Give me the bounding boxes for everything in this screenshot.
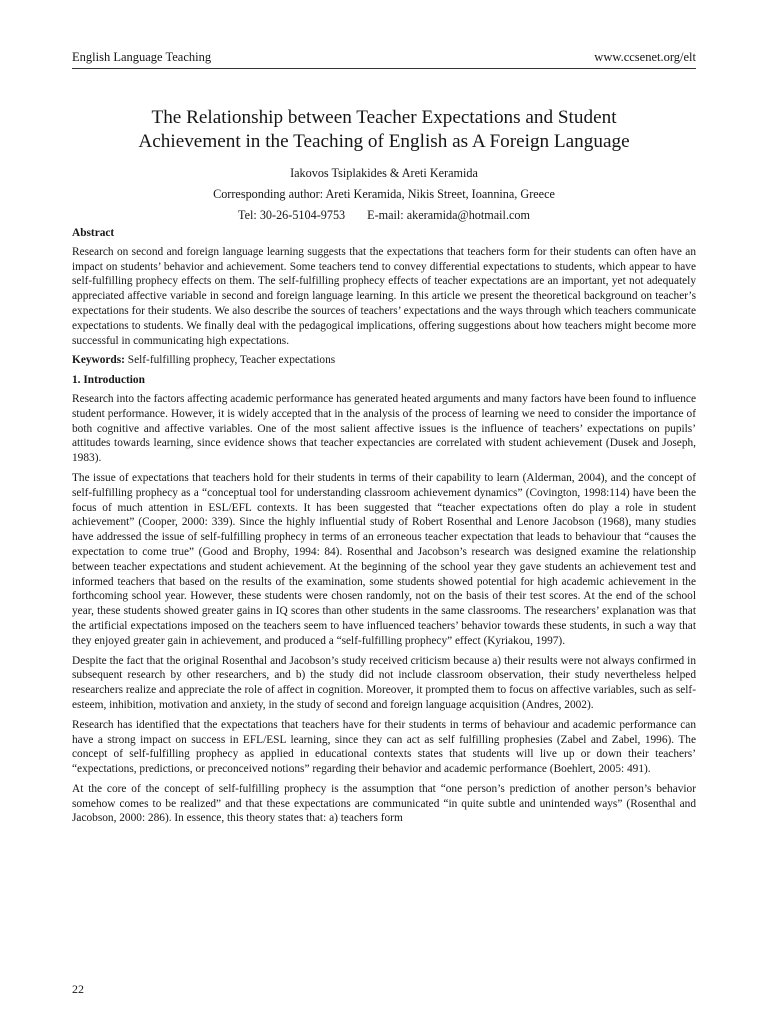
journal-url[interactable]: www.ccsenet.org/elt bbox=[594, 50, 696, 64]
introduction-heading: 1. Introduction bbox=[72, 374, 145, 387]
running-header bbox=[72, 50, 696, 66]
keywords-label: Keywords: bbox=[72, 354, 125, 367]
title-line-1: The Relationship between Teacher Expectations and Student bbox=[151, 107, 617, 128]
article-body bbox=[72, 226, 696, 831]
telephone: Tel: 30-26-5104-9753 bbox=[238, 208, 346, 222]
page-number: 22 bbox=[72, 982, 84, 996]
corresponding-author: Corresponding author: Areti Keramida, Nikis Street, Ioannina, Greece bbox=[213, 187, 555, 201]
intro-paragraph-4: Research has identified that the expectations that teachers have for their students in terms of behaviour and academic performance can have a strong impact on success in EFL/ESL learning, since they can act as self fulfilling prophesies (Zabel and Zabel, 1996). The concept of self-fulfilling prophecy as applied in educational contexts states that students will live up or down their teachers’ “expectations, predictions, or preconceived notions” regarding their behavior and academic performance (Boehlert, 2005: 491). bbox=[72, 718, 696, 776]
intro-paragraph-2: The issue of expectations that teachers hold for their students in terms of their capability to learn (Alderman, 2004), and the concept of self-fulfilling prophecy as a “conceptual tool for understanding classroom achievement dynamics” (Covington, 1998:114) have been the focus of much attention in ESL/EFL contexts. It has been suggested that “teacher expectations often do play a role in student achievement” (Cooper, 2000: 339). Since the highly influential study of Robert Rosenthal and Lenore Jacobson (1968), many studies have addressed the issue of self-fulfilling prophecy in terms of an erroneous teacher expectation that leads to behaviour that “causes the expectation to come true” (Good and Brophy, 1994: 84). Rosenthal and Jacobson’s research was designed examine the relationship between teacher expectations and student achievement. At the beginning of the school year they gave students an achievement test and informed teachers that based on the results of the examination, some students showed potential for high academic achievement in the forthcoming school year. However, these students were chosen randomly, not on the basis of their test scores. At the end of the school year, these students showed greater gains in IQ scores than other students in the same classrooms. The researchers’ explanation was that the artificial expectations imposed on the teachers seem to have influenced teachers’ behavior towards these students, in such a way that they enjoyed greater gain in achievement, and produced a “self-fulfilling prophecy” effect (Kyriakou, 1997). bbox=[72, 471, 696, 647]
email-address[interactable]: E-mail: akeramida@hotmail.com bbox=[367, 208, 530, 222]
abstract-text: Research on second and foreign language learning suggests that the expectations that teachers form for their students can often have an impact on students’ behavior and achievement. Some teachers tend to convey differential expectations to students, which appear to have self-fulfilling prophecy effects on them. The self-fulfilling prophecy effects of teacher expectations are an important, yet not adequately appreciated affective variable in second and foreign language learning. In this article we present the theoretical background on teacher’s expectations for their students. We also describe the sources of teachers’ expectations and the ways through which teachers communicate expectations to students. We finally deal with the pedagogical implications, offering suggestions about how teachers might become more successful in communicating high expectations. bbox=[72, 245, 696, 347]
intro-paragraph-5: At the core of the concept of self-fulfilling prophecy is the assumption that “one person’s prediction of another person’s behavior somehow comes to be realized” and that these expectations are communicated “in quite subtle and unintended ways” (Rosenthal and Jacobson, 2000: 286). In essence, this theory states that: a) teachers form bbox=[72, 782, 696, 825]
intro-paragraph-1: Research into the factors affecting academic performance has generated heated arguments and many factors have been found to influence student performance. However, it is widely accepted that in the analysis of the process of learning we need to consider the importance of both cognitive and affective variables. One of the most salient affective issues is the influence of teachers’ expectations on pupils’ attitudes towards learning, since evidence shows that teacher expectancies are correlated with student achievement (Dusek and Joseph, 1983). bbox=[72, 392, 696, 465]
paper-title bbox=[72, 106, 696, 154]
author-names: Iakovos Tsiplakides & Areti Keramida bbox=[290, 166, 478, 180]
abstract-heading: Abstract bbox=[72, 227, 115, 239]
contact-line bbox=[72, 208, 696, 222]
keywords-line bbox=[72, 353, 696, 368]
title-line-2: Achievement in the Teaching of English as A Foreign Language bbox=[138, 131, 630, 152]
header-rule bbox=[72, 68, 696, 69]
intro-paragraph-3: Despite the fact that the original Rosenthal and Jacobson’s study received criticism because a) their results were not always confirmed in subsequent research by other researchers, and b) the study did not include classroom observation, their study nevertheless helped researchers realize and appreciate the role of affect in cognition. Moreover, it prompted them to focus on affective variables, such as self-esteem, inhibition, motivation and anxiety, in the study of second and foreign language acquisition (Andres, 2002). bbox=[72, 654, 696, 711]
journal-name: English Language Teaching bbox=[72, 50, 212, 64]
keywords-text: Self-fulfilling prophecy, Teacher expectations bbox=[124, 354, 336, 367]
